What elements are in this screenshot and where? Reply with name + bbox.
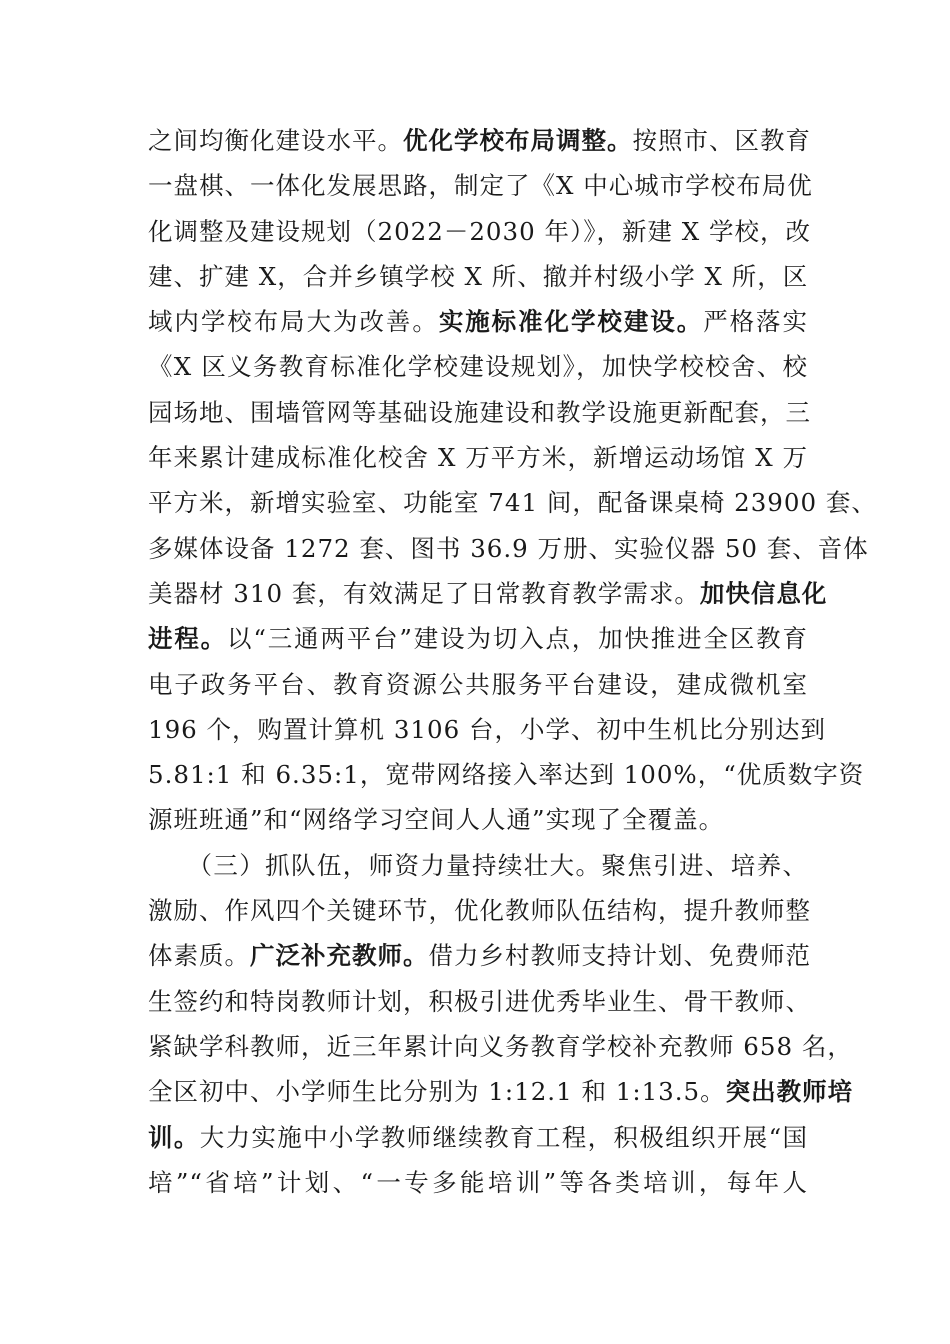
text-run: 年来累计建成标准化校舍 X 万平方米，新增运动场馆 X 万: [148, 443, 808, 473]
body-text: [148, 118, 877, 1205]
text-line: [148, 1069, 854, 1114]
text-run: 196 个，购置计算机 3106 台，小学、初中生机比分别达到: [148, 714, 826, 744]
text-run: 化调整及建设规划（2022－2030 年）》，新建 X 学校，改: [148, 216, 812, 246]
text-run: 平方米，新增实验室、功能室 741 间，配备课桌椅 23900 套、: [148, 488, 877, 518]
text-line: [148, 662, 808, 707]
text-run: 按照市、区教育: [632, 126, 811, 155]
text-run: 源班班通”和“网络学习空间人人通”实现了全覆盖。: [148, 805, 725, 835]
text-line: [148, 163, 813, 208]
bold-heading-run: 训。: [148, 1122, 200, 1152]
text-run: 严格落实: [703, 307, 808, 337]
text-line: [148, 571, 828, 616]
text-run: 借力乡村教师支持计划、免费师范: [428, 941, 811, 971]
text-run: 5.81:1 和 6.35:1，宽带网络接入率达到 100%，“优质数字资: [148, 760, 865, 790]
text-line: [148, 435, 808, 480]
text-run: 电子政务平台、教育资源公共服务平台建设，建成微机室: [148, 669, 808, 699]
bold-heading-run: 突出教师培: [725, 1077, 854, 1107]
text-run: 以“三通两平台”建设为切入点，加快推进全区教育: [227, 624, 808, 654]
text-line: [148, 209, 812, 254]
text-line: [148, 933, 811, 978]
text-run: 一盘棋、一体化发展思路，制定了《X 中心城市学校布局优: [148, 171, 813, 201]
text-line: [148, 888, 811, 933]
bold-heading-run: 进程。: [148, 624, 228, 654]
text-line: [148, 344, 808, 389]
text-line: [148, 254, 808, 299]
text-line: [148, 299, 808, 344]
text-run: 园场地、围墙管网等基础设施建设和教学设施更新配套，三: [148, 397, 811, 427]
text-run: 激励、作风四个关键环节，优化教师队伍结构，提升教师整: [148, 896, 811, 926]
text-run: 《X 区义务教育标准化学校建设规划》，加快学校校舍、校: [148, 352, 808, 382]
text-line: [148, 480, 877, 525]
text-run: 多媒体设备 1272 套、图书 36.9 万册、实验仪器 50 套、音体: [148, 533, 869, 563]
text-run: 大力实施中小学教师继续教育工程，积极组织开展“国: [199, 1122, 808, 1152]
text-run: 建、扩建 X，合并乡镇学校 X 所、撤并村级小学 X 所，区: [148, 261, 809, 291]
bold-heading-run: 广泛补充教师。: [250, 941, 429, 971]
bold-heading-run: 优化学校布局调整。: [403, 126, 633, 155]
bold-heading-run: 实施标准化学校建设。: [438, 307, 704, 337]
text-run: 之间均衡化建设水平。: [148, 126, 403, 155]
text-line: [148, 526, 869, 571]
text-line: [148, 118, 811, 163]
text-line: [148, 1024, 853, 1069]
text-run: 全区初中、小学师生比分别为 1:12.1 和 1:13.5。: [148, 1077, 726, 1107]
text-line: [148, 797, 808, 842]
text-line: [148, 843, 808, 888]
text-line: [148, 752, 865, 797]
text-run: 域内学校布局大为改善。: [148, 307, 439, 337]
text-line: [148, 390, 811, 435]
text-run: 培”“省培”计划、“一专多能培训”等各类培训，每年人: [148, 1167, 808, 1197]
text-run: 紧缺学科教师，近三年累计向义务教育学校补充教师 658 名，: [148, 1031, 853, 1061]
text-line: [148, 1160, 808, 1205]
text-run: 体素质。: [148, 941, 250, 971]
text-line: [148, 1115, 808, 1160]
text-line: [148, 979, 811, 1024]
text-line: [148, 616, 808, 661]
text-run: 美器材 310 套，有效满足了日常教育教学需求。: [148, 578, 700, 608]
bold-heading-run: 加快信息化: [699, 578, 828, 608]
text-run: 生签约和特岗教师计划，积极引进优秀毕业生、骨干教师、: [148, 986, 811, 1016]
text-line: [148, 707, 826, 752]
text-run: （三）抓队伍，师资力量持续壮大。聚焦引进、培养、: [148, 850, 808, 880]
